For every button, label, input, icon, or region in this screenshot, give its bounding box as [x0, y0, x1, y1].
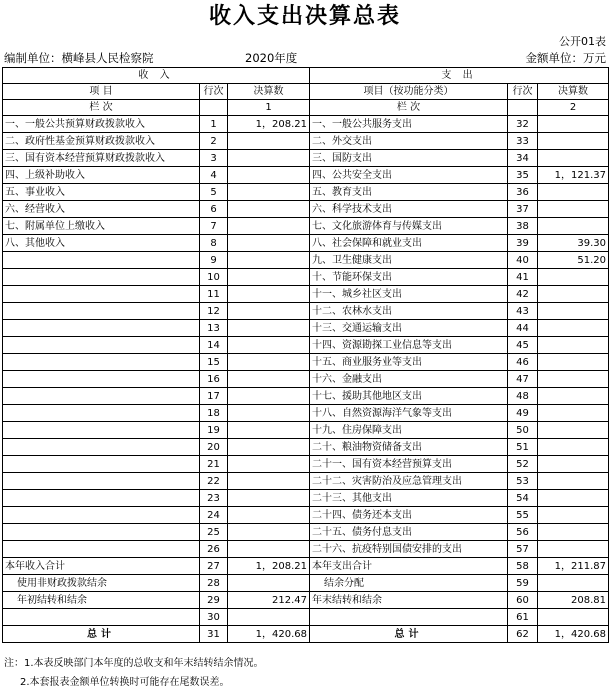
expense-line-number: 39 [508, 235, 538, 252]
reporting-unit: 编制单位：横峰县人民检察院 [4, 51, 154, 65]
table-row [3, 286, 609, 303]
table-row [3, 388, 609, 405]
expense-item-label: 十二、农林水支出 [310, 303, 508, 320]
income-item-label [3, 371, 200, 388]
income-line-number: 10 [200, 269, 228, 286]
income-item-label [3, 405, 200, 422]
footnote-1: 注：1.本表反映部门本年度的总收支和年末结转结余情况。 [4, 658, 264, 669]
income-amount: 1，420.68 [228, 626, 310, 643]
table-row [3, 371, 609, 388]
expense-amount [538, 524, 609, 541]
table-row [3, 592, 609, 609]
expense-line-number: 54 [508, 490, 538, 507]
income-line-number: 7 [200, 218, 228, 235]
income-item-label [3, 439, 200, 456]
table-row [3, 218, 609, 235]
table-row [3, 422, 609, 439]
expense-item-label: 结余分配 [310, 575, 508, 592]
table-row [3, 320, 609, 337]
income-item-label [3, 303, 200, 320]
expense-amount [538, 609, 609, 626]
expense-line-number: 42 [508, 286, 538, 303]
income-line-header: 行次 [200, 84, 228, 100]
income-line-number: 28 [200, 575, 228, 592]
column-header-row [3, 84, 609, 100]
table-row [3, 524, 609, 541]
income-item-header: 项 目 [3, 84, 200, 100]
form-code: 公开01表 [559, 35, 606, 48]
expense-line-header: 行次 [508, 84, 538, 100]
income-item-label: 五、事业收入 [3, 184, 200, 201]
income-amount [228, 609, 310, 626]
income-amount [228, 269, 310, 286]
table-row [3, 541, 609, 558]
expense-item-label: 十一、城乡社区支出 [310, 286, 508, 303]
expense-line-number: 59 [508, 575, 538, 592]
income-section-header: 收 入 [3, 68, 310, 84]
income-amount [228, 541, 310, 558]
table-row [3, 252, 609, 269]
expense-item-label: 二十四、债务还本支出 [310, 507, 508, 524]
expense-item-header: 项目（按功能分类） [310, 84, 508, 100]
expense-amount [538, 133, 609, 150]
income-amount [228, 235, 310, 252]
expense-item-label: 十三、交通运输支出 [310, 320, 508, 337]
income-item-label [3, 337, 200, 354]
table-row [3, 269, 609, 286]
expense-amount [538, 218, 609, 235]
expense-item-label: 十八、自然资源海洋气象等支出 [310, 405, 508, 422]
expense-column-label: 栏 次 [310, 100, 508, 116]
expense-item-label: 十五、商业服务业等支出 [310, 354, 508, 371]
expense-amount [538, 541, 609, 558]
report-year: 2020年度 [245, 51, 298, 65]
expense-item-label: 二十二、灾害防治及应急管理支出 [310, 473, 508, 490]
table-row [3, 558, 609, 575]
income-line-number: 4 [200, 167, 228, 184]
income-item-label: 四、上级补助收入 [3, 167, 200, 184]
money-unit: 金额单位：万元 [525, 51, 606, 65]
table-row [3, 456, 609, 473]
expense-item-label: 一、一般公共服务支出 [310, 116, 508, 133]
expense-amount: 208.81 [538, 592, 609, 609]
income-amount [228, 354, 310, 371]
expense-amount [538, 507, 609, 524]
expense-line-number: 46 [508, 354, 538, 371]
income-line-number: 21 [200, 456, 228, 473]
footnote-2: 2.本套报表金额单位转换时可能存在尾数误差。 [20, 677, 230, 687]
expense-line-number: 32 [508, 116, 538, 133]
income-item-label: 六、经营收入 [3, 201, 200, 218]
income-line-number: 31 [200, 626, 228, 643]
expense-amount [538, 184, 609, 201]
income-line-number: 26 [200, 541, 228, 558]
expense-line-number: 44 [508, 320, 538, 337]
expense-amount [538, 422, 609, 439]
expense-line-number: 34 [508, 150, 538, 167]
expense-item-label: 十九、住房保障支出 [310, 422, 508, 439]
income-line-number: 2 [200, 133, 228, 150]
income-item-label [3, 286, 200, 303]
expense-item-label: 五、教育支出 [310, 184, 508, 201]
income-amount [228, 439, 310, 456]
expense-line-number: 53 [508, 473, 538, 490]
income-column-index: 1 [228, 100, 310, 116]
income-line-number: 12 [200, 303, 228, 320]
expense-item-label: 年末结转和结余 [310, 592, 508, 609]
expense-item-label [310, 609, 508, 626]
income-line-number: 24 [200, 507, 228, 524]
table-row [3, 354, 609, 371]
income-line-number: 27 [200, 558, 228, 575]
expense-line-number: 48 [508, 388, 538, 405]
income-amount [228, 320, 310, 337]
income-column-label: 栏 次 [3, 100, 200, 116]
income-amount [228, 133, 310, 150]
income-line-number: 5 [200, 184, 228, 201]
expense-line-number: 41 [508, 269, 538, 286]
expense-line-number: 47 [508, 371, 538, 388]
table-row [3, 575, 609, 592]
income-amount [228, 218, 310, 235]
income-amount [228, 303, 310, 320]
section-header-row [3, 68, 609, 84]
income-amount-header: 决算数 [228, 84, 310, 100]
expense-item-label: 二、外交支出 [310, 133, 508, 150]
income-line-number: 13 [200, 320, 228, 337]
expense-item-label: 本年支出合计 [310, 558, 508, 575]
table-row [3, 490, 609, 507]
income-amount [228, 456, 310, 473]
expense-line-number: 35 [508, 167, 538, 184]
income-amount [228, 422, 310, 439]
income-amount [228, 252, 310, 269]
income-line-number: 25 [200, 524, 228, 541]
income-line-number: 30 [200, 609, 228, 626]
income-line-number: 19 [200, 422, 228, 439]
income-amount: 1，208.21 [228, 558, 310, 575]
income-item-label: 一、一般公共预算财政拨款收入 [3, 116, 200, 133]
income-line-number: 22 [200, 473, 228, 490]
table-row [3, 337, 609, 354]
income-item-label: 年初结转和结余 [3, 592, 200, 609]
table-row [3, 405, 609, 422]
expense-amount [538, 473, 609, 490]
expense-item-label: 七、文化旅游体育与传媒支出 [310, 218, 508, 235]
income-amount [228, 490, 310, 507]
expense-amount [538, 405, 609, 422]
income-amount [228, 473, 310, 490]
expense-line-number: 55 [508, 507, 538, 524]
expense-item-label: 十、节能环保支出 [310, 269, 508, 286]
expense-line-number: 40 [508, 252, 538, 269]
income-item-label [3, 490, 200, 507]
income-line-number: 15 [200, 354, 228, 371]
expense-item-label: 二十三、其他支出 [310, 490, 508, 507]
expense-item-label: 九、卫生健康支出 [310, 252, 508, 269]
income-item-label [3, 354, 200, 371]
income-item-label [3, 507, 200, 524]
table-row [3, 150, 609, 167]
income-item-label [3, 269, 200, 286]
expense-line-number: 61 [508, 609, 538, 626]
expense-line-number: 37 [508, 201, 538, 218]
expense-line-number: 58 [508, 558, 538, 575]
table-row [3, 133, 609, 150]
income-item-label: 七、附属单位上缴收入 [3, 218, 200, 235]
income-line-number: 6 [200, 201, 228, 218]
table-row [3, 507, 609, 524]
income-amount [228, 337, 310, 354]
table-row [3, 201, 609, 218]
expense-line-number: 38 [508, 218, 538, 235]
income-item-label: 使用非财政拨款结余 [3, 575, 200, 592]
income-amount [228, 286, 310, 303]
expense-item-label: 三、国防支出 [310, 150, 508, 167]
expense-line-number: 49 [508, 405, 538, 422]
income-item-label [3, 524, 200, 541]
income-amount [228, 507, 310, 524]
expense-item-label: 八、社会保障和就业支出 [310, 235, 508, 252]
income-line-number: 17 [200, 388, 228, 405]
income-line-number: 23 [200, 490, 228, 507]
expense-amount [538, 337, 609, 354]
table-row [3, 303, 609, 320]
expense-line-number: 60 [508, 592, 538, 609]
expense-amount: 39.30 [538, 235, 609, 252]
expense-amount [538, 303, 609, 320]
table-row [3, 473, 609, 490]
expense-amount: 1，211.87 [538, 558, 609, 575]
expense-amount [538, 371, 609, 388]
expense-line-number: 43 [508, 303, 538, 320]
income-line-number: 18 [200, 405, 228, 422]
expense-item-label: 四、公共安全支出 [310, 167, 508, 184]
expense-amount [538, 456, 609, 473]
expense-item-label: 二十、粮油物资储备支出 [310, 439, 508, 456]
income-item-label: 八、其他收入 [3, 235, 200, 252]
income-line-number: 9 [200, 252, 228, 269]
expense-amount [538, 575, 609, 592]
income-line-number: 29 [200, 592, 228, 609]
income-expense-table [2, 67, 609, 643]
income-line-number: 14 [200, 337, 228, 354]
report-title: 收入支出决算总表 [208, 4, 401, 29]
expense-line-number: 45 [508, 337, 538, 354]
expense-item-label: 二十一、国有资本经营预算支出 [310, 456, 508, 473]
table-row [3, 609, 609, 626]
income-item-label [3, 456, 200, 473]
income-item-label: 本年收入合计 [3, 558, 200, 575]
income-line-number: 8 [200, 235, 228, 252]
income-item-label [3, 609, 200, 626]
income-item-label [3, 422, 200, 439]
expense-item-label: 六、科学技术支出 [310, 201, 508, 218]
expense-line-number: 56 [508, 524, 538, 541]
income-amount [228, 575, 310, 592]
expense-line-number: 62 [508, 626, 538, 643]
expense-amount [538, 354, 609, 371]
expense-amount [538, 286, 609, 303]
income-amount [228, 524, 310, 541]
income-item-label [3, 388, 200, 405]
expense-section-header: 支 出 [310, 68, 609, 84]
expense-item-label: 十六、金融支出 [310, 371, 508, 388]
expense-amount: 51.20 [538, 252, 609, 269]
expense-amount [538, 116, 609, 133]
expense-amount [538, 201, 609, 218]
expense-amount [538, 490, 609, 507]
expense-amount [538, 320, 609, 337]
income-item-label: 三、国有资本经营预算财政拨款收入 [3, 150, 200, 167]
expense-item-label: 十四、资源勘探工业信息等支出 [310, 337, 508, 354]
table-row [3, 626, 609, 643]
table-row [3, 167, 609, 184]
income-amount [228, 388, 310, 405]
expense-line-number: 50 [508, 422, 538, 439]
table-row [3, 235, 609, 252]
income-item-label [3, 320, 200, 337]
income-line-number: 20 [200, 439, 228, 456]
expense-item-label: 十七、援助其他地区支出 [310, 388, 508, 405]
income-amount [228, 184, 310, 201]
expense-amount [538, 150, 609, 167]
report-meta [0, 50, 610, 67]
expense-item-label: 二十五、债务付息支出 [310, 524, 508, 541]
table-row [3, 439, 609, 456]
expense-item-label: 总计 [310, 626, 508, 643]
income-amount [228, 167, 310, 184]
expense-line-number: 36 [508, 184, 538, 201]
income-line-number: 16 [200, 371, 228, 388]
income-amount [228, 371, 310, 388]
income-line-number: 1 [200, 116, 228, 133]
expense-amount-header: 决算数 [538, 84, 609, 100]
expense-amount: 1，121.37 [538, 167, 609, 184]
expense-amount [538, 269, 609, 286]
expense-line-number: 57 [508, 541, 538, 558]
income-item-label: 二、政府性基金预算财政拨款收入 [3, 133, 200, 150]
income-line-number: 3 [200, 150, 228, 167]
income-item-label: 总计 [3, 626, 200, 643]
income-amount: 1，208.21 [228, 116, 310, 133]
expense-line-number: 51 [508, 439, 538, 456]
income-amount [228, 405, 310, 422]
income-item-label [3, 252, 200, 269]
expense-amount [538, 439, 609, 456]
income-amount: 212.47 [228, 592, 310, 609]
income-item-label [3, 541, 200, 558]
expense-line-number: 33 [508, 133, 538, 150]
expense-amount: 1，420.68 [538, 626, 609, 643]
table-row [3, 184, 609, 201]
expense-column-index: 2 [538, 100, 609, 116]
income-item-label [3, 473, 200, 490]
income-amount [228, 150, 310, 167]
expense-line-number: 52 [508, 456, 538, 473]
income-line-number: 11 [200, 286, 228, 303]
table-row [3, 116, 609, 133]
income-amount [228, 201, 310, 218]
expense-item-label: 二十六、抗疫特别国债安排的支出 [310, 541, 508, 558]
expense-amount [538, 388, 609, 405]
column-index-row [3, 100, 609, 116]
